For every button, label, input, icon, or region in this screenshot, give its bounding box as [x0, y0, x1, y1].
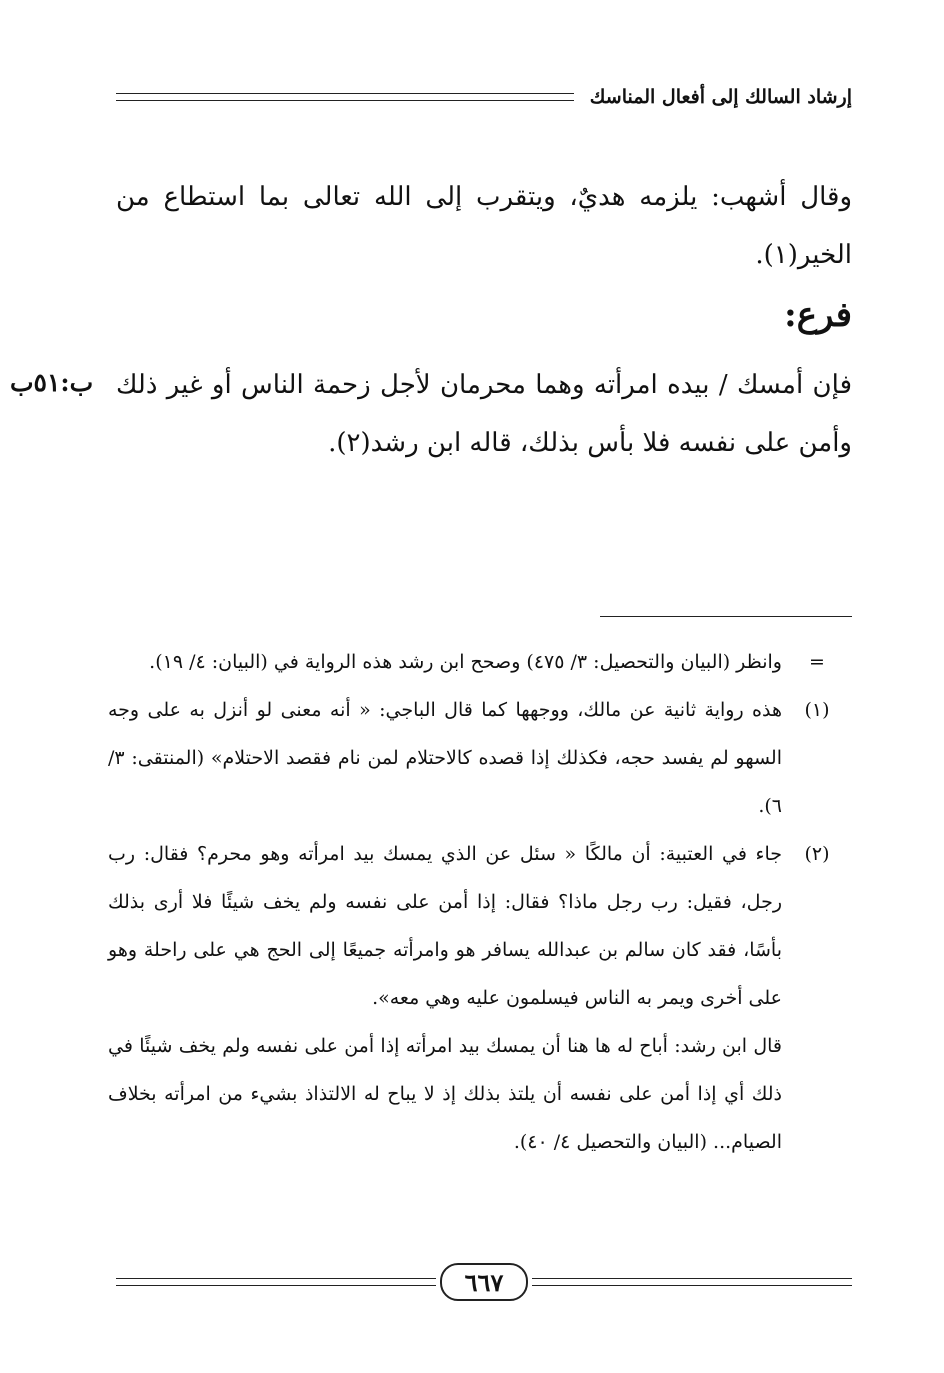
book-title: إرشاد السالك إلى أفعال المناسك	[589, 86, 852, 108]
footnote-text: هذه رواية ثانية عن مالك، ووجهها كما قال الباجي: « أنه معنى لو أنزل به على وجه السهو لم يفسد حجه، فكذلك إذا قصده كالاحتلام لمن نام فقصد الاحتلام» (المنتقى: ٣/ ٦).	[108, 699, 782, 817]
footnote-continuation	[108, 638, 852, 686]
footnote-number: (٢)	[804, 843, 830, 865]
footnote-continuation-text: وانظر (البيان والتحصيل: ٣/ ٤٧٥) وصحح ابن رشد هذه الرواية في (البيان: ٤/ ١٩).	[149, 651, 782, 673]
body-paragraph-1: وقال أشهب: يلزمه هديٌ، ويتقرب إلى الله تعالى بما استطاع من الخير(١).	[116, 182, 852, 270]
page-footer	[116, 1262, 852, 1302]
header-rule	[116, 93, 574, 101]
running-header	[116, 82, 852, 112]
footer-rule-left	[116, 1278, 436, 1286]
footnote-2-continuation: قال ابن رشد: أباح له ها هنا أن يمسك بيد امرأته إذا أمن على نفسه ولم يخف شيئًا في ذلك أي إذا أمن على نفسه أن يلتذ بذلك إذ لا يباح له الالتذاذ بشيء من امرأته بخلاف الصيام... (البيان والتحصيل ٤/ ٤٠).	[108, 1035, 782, 1153]
continuation-marker: =	[809, 651, 825, 673]
page-number: ٦٦٧	[440, 1263, 528, 1301]
footnote-separator	[600, 616, 852, 617]
footnote-2	[108, 830, 852, 1022]
section-heading: فرع:	[784, 295, 852, 335]
footnotes-section	[108, 638, 852, 1166]
body-paragraph-2: فإن أمسك / بيده امرأته وهما محرمان لأجل زحمة الناس أو غير ذلك وأمن على نفسه فلا بأس بذلك، قاله ابن رشد(٢).	[116, 370, 852, 458]
footnote-1	[108, 686, 852, 830]
footnote-text: جاء في العتبية: أن مالكًا « سئل عن الذي يمسك بيد امرأته وهو محرم؟ فقال: رب رجل، فقيل: رب رجل ماذا؟ فقال: إذا أمن على نفسه ولم يخف شيئًا فلا أرى بذلك بأسًا، فقد كان سالم بن عبدالله يسافر هو وامرأته جميعًا إلى الحج هي على راحلة وهو على أخرى ويمر به الناس فيسلمون عليه وهي معه».	[108, 843, 782, 1009]
manuscript-margin-note: ب:٥١ب	[10, 368, 94, 397]
footer-rule-right	[532, 1278, 852, 1286]
footnote-number: (١)	[804, 699, 830, 721]
